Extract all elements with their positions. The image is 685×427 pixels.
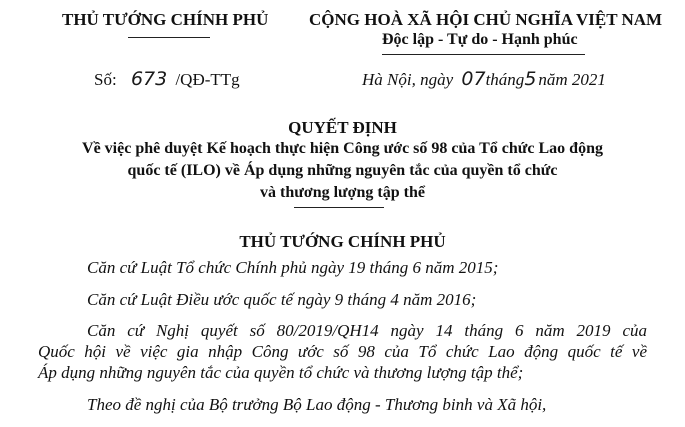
date-month-label: tháng xyxy=(485,70,525,89)
issuing-authority: THỦ TƯỚNG CHÍNH PHỦ xyxy=(62,10,269,29)
document-number xyxy=(94,68,240,90)
decision-subject-line-2: quốc tế (ILO) về Áp dụng những nguyên tắc của quyền tổ chức xyxy=(127,162,558,179)
number-handwritten: 673 xyxy=(130,68,168,90)
decision-heading: QUYẾT ĐỊNH xyxy=(288,118,397,137)
date-year: năm 2021 xyxy=(538,70,606,89)
document-date xyxy=(362,68,606,90)
decision-subject-line-1: Về việc phê duyệt Kế hoạch thực hiện Công ước số 98 của Tổ chức Lao động xyxy=(82,140,603,157)
authority-heading: THỦ TƯỚNG CHÍNH PHỦ xyxy=(239,232,446,251)
date-prefix: Hà Nội, ngày xyxy=(362,70,454,89)
legal-basis-1: Căn cứ Luật Tổ chức Chính phủ ngày 19 tháng 6 năm 2015; xyxy=(87,258,499,277)
legal-basis-3-line-3: Áp dụng những nguyên tắc của quyền tổ chức và thương lượng tập thể; xyxy=(38,363,524,382)
legal-basis-3-line-1: Căn cứ Nghị quyết số 80/2019/QH14 ngày 14 tháng 6 năm 2019 của xyxy=(87,321,647,340)
title-underline xyxy=(294,207,384,208)
legal-basis-3-line-2: Quốc hội về việc gia nhập Công ước số 98 của Tổ chức Lao động quốc tế về xyxy=(38,342,647,361)
national-motto: Độc lập - Tự do - Hạnh phúc xyxy=(382,31,578,48)
proposal-basis: Theo đề nghị của Bộ trưởng Bộ Lao động - Thương binh và Xã hội, xyxy=(87,395,547,414)
header-left-underline xyxy=(128,37,210,38)
legal-basis-2: Căn cứ Luật Điều ước quốc tế ngày 9 tháng 4 năm 2016; xyxy=(87,290,477,309)
date-day-handwritten: 07 xyxy=(461,68,486,90)
national-title: CỘNG HOÀ XÃ HỘI CHỦ NGHĨA VIỆT NAM xyxy=(309,10,663,29)
number-prefix: Số: xyxy=(94,70,117,89)
decision-subject-line-3: và thương lượng tập thể xyxy=(260,184,425,201)
date-month-handwritten: 5 xyxy=(524,68,537,90)
number-suffix: /QĐ-TTg xyxy=(175,70,240,89)
header-right-underline xyxy=(382,54,585,55)
